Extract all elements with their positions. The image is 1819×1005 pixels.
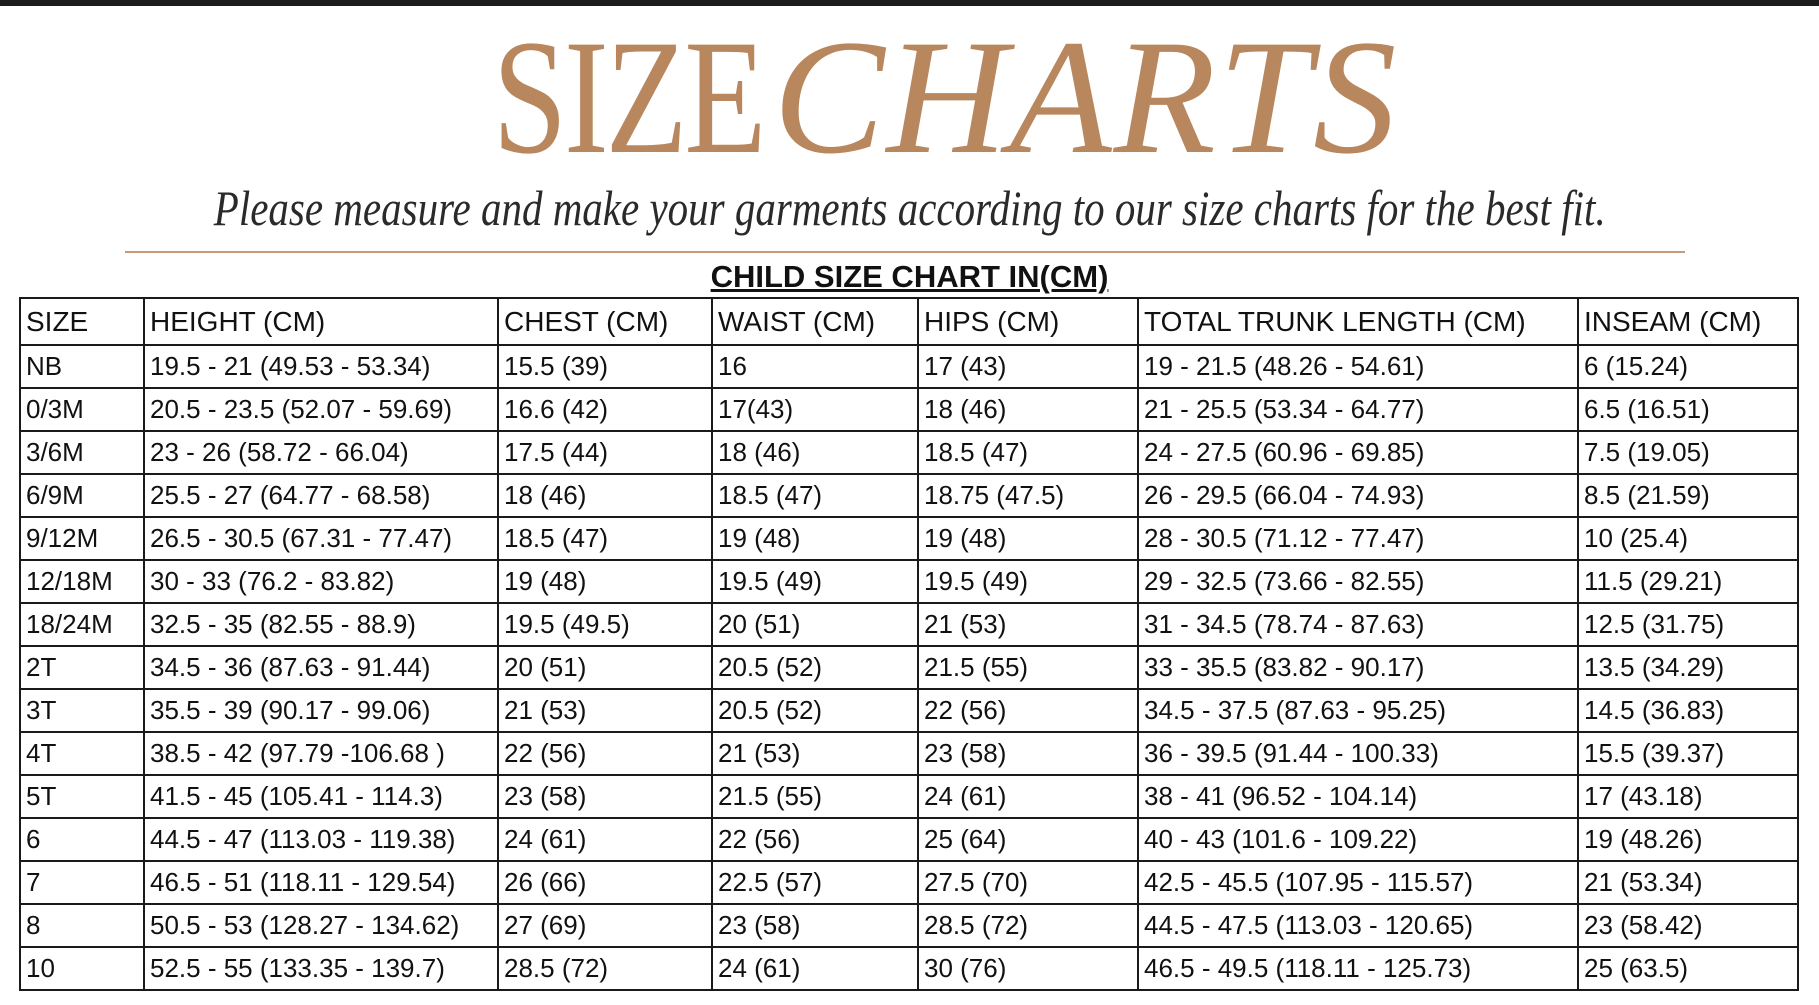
height-cell: 20.5 - 23.5 (52.07 - 59.69) xyxy=(144,388,498,431)
table-row xyxy=(20,560,1798,603)
height-cell: 46.5 - 51 (118.11 - 129.54) xyxy=(144,861,498,904)
inseam-cell: 11.5 (29.21) xyxy=(1578,560,1798,603)
trunk-length-cell: 34.5 - 37.5 (87.63 - 95.25) xyxy=(1138,689,1578,732)
size-cell: 5T xyxy=(20,775,144,818)
size-cell: 18/24M xyxy=(20,603,144,646)
hips-cell: 19.5 (49) xyxy=(918,560,1138,603)
size-chart-table xyxy=(19,297,1799,991)
height-cell: 34.5 - 36 (87.63 - 91.44) xyxy=(144,646,498,689)
page-title xyxy=(0,7,1819,188)
inseam-cell: 25 (63.5) xyxy=(1578,947,1798,990)
height-cell: 26.5 - 30.5 (67.31 - 77.47) xyxy=(144,517,498,560)
hips-cell: 18 (46) xyxy=(918,388,1138,431)
top-border xyxy=(0,0,1819,6)
trunk-length-cell: 36 - 39.5 (91.44 - 100.33) xyxy=(1138,732,1578,775)
hips-cell: 18.75 (47.5) xyxy=(918,474,1138,517)
hips-cell: 24 (61) xyxy=(918,775,1138,818)
height-cell: 30 - 33 (76.2 - 83.82) xyxy=(144,560,498,603)
table-row xyxy=(20,474,1798,517)
size-cell: 7 xyxy=(20,861,144,904)
waist-cell: 21 (53) xyxy=(712,732,918,775)
waist-cell: 22.5 (57) xyxy=(712,861,918,904)
hips-cell: 28.5 (72) xyxy=(918,904,1138,947)
trunk-length-cell: 40 - 43 (101.6 - 109.22) xyxy=(1138,818,1578,861)
size-cell: 3/6M xyxy=(20,431,144,474)
inseam-cell: 8.5 (21.59) xyxy=(1578,474,1798,517)
title-size-word: SIZE xyxy=(492,7,763,188)
title-charts-word: CHARTS xyxy=(772,7,1399,188)
inseam-cell: 15.5 (39.37) xyxy=(1578,732,1798,775)
waist-cell: 24 (61) xyxy=(712,947,918,990)
inseam-cell: 6 (15.24) xyxy=(1578,345,1798,388)
hips-cell: 30 (76) xyxy=(918,947,1138,990)
page-subtitle xyxy=(0,178,1819,238)
size-cell: 12/18M xyxy=(20,560,144,603)
inseam-cell: 19 (48.26) xyxy=(1578,818,1798,861)
inseam-cell: 17 (43.18) xyxy=(1578,775,1798,818)
chest-cell: 19 (48) xyxy=(498,560,712,603)
waist-cell: 16 xyxy=(712,345,918,388)
column-header: HIPS (CM) xyxy=(918,298,1138,345)
size-cell: 8 xyxy=(20,904,144,947)
trunk-length-cell: 19 - 21.5 (48.26 - 54.61) xyxy=(1138,345,1578,388)
height-cell: 25.5 - 27 (64.77 - 68.58) xyxy=(144,474,498,517)
column-header: CHEST (CM) xyxy=(498,298,712,345)
column-header: SIZE xyxy=(20,298,144,345)
table-row xyxy=(20,861,1798,904)
size-cell: 10 xyxy=(20,947,144,990)
chest-cell: 22 (56) xyxy=(498,732,712,775)
hips-cell: 17 (43) xyxy=(918,345,1138,388)
chest-cell: 26 (66) xyxy=(498,861,712,904)
table-row xyxy=(20,431,1798,474)
height-cell: 44.5 - 47 (113.03 - 119.38) xyxy=(144,818,498,861)
column-header: HEIGHT (CM) xyxy=(144,298,498,345)
chest-cell: 18 (46) xyxy=(498,474,712,517)
column-header: TOTAL TRUNK LENGTH (CM) xyxy=(1138,298,1578,345)
hips-cell: 23 (58) xyxy=(918,732,1138,775)
trunk-length-cell: 38 - 41 (96.52 - 104.14) xyxy=(1138,775,1578,818)
trunk-length-cell: 42.5 - 45.5 (107.95 - 115.57) xyxy=(1138,861,1578,904)
size-cell: 9/12M xyxy=(20,517,144,560)
height-cell: 23 - 26 (58.72 - 66.04) xyxy=(144,431,498,474)
chest-cell: 15.5 (39) xyxy=(498,345,712,388)
inseam-cell: 7.5 (19.05) xyxy=(1578,431,1798,474)
size-cell: 2T xyxy=(20,646,144,689)
height-cell: 50.5 - 53 (128.27 - 134.62) xyxy=(144,904,498,947)
hips-cell: 19 (48) xyxy=(918,517,1138,560)
table-header-row xyxy=(20,298,1798,345)
chest-cell: 23 (58) xyxy=(498,775,712,818)
inseam-cell: 10 (25.4) xyxy=(1578,517,1798,560)
height-cell: 52.5 - 55 (133.35 - 139.7) xyxy=(144,947,498,990)
waist-cell: 18 (46) xyxy=(712,431,918,474)
inseam-cell: 6.5 (16.51) xyxy=(1578,388,1798,431)
inseam-cell: 21 (53.34) xyxy=(1578,861,1798,904)
table-row xyxy=(20,345,1798,388)
size-cell: 0/3M xyxy=(20,388,144,431)
size-cell: NB xyxy=(20,345,144,388)
column-header: WAIST (CM) xyxy=(712,298,918,345)
trunk-length-cell: 24 - 27.5 (60.96 - 69.85) xyxy=(1138,431,1578,474)
chest-cell: 24 (61) xyxy=(498,818,712,861)
trunk-length-cell: 46.5 - 49.5 (118.11 - 125.73) xyxy=(1138,947,1578,990)
trunk-length-cell: 31 - 34.5 (78.74 - 87.63) xyxy=(1138,603,1578,646)
trunk-length-cell: 44.5 - 47.5 (113.03 - 120.65) xyxy=(1138,904,1578,947)
waist-cell: 20.5 (52) xyxy=(712,646,918,689)
waist-cell: 20 (51) xyxy=(712,603,918,646)
chart-heading xyxy=(0,259,1819,295)
table-row xyxy=(20,904,1798,947)
inseam-cell: 12.5 (31.75) xyxy=(1578,603,1798,646)
waist-cell: 19 (48) xyxy=(712,517,918,560)
trunk-length-cell: 21 - 25.5 (53.34 - 64.77) xyxy=(1138,388,1578,431)
table-row xyxy=(20,947,1798,990)
trunk-length-cell: 33 - 35.5 (83.82 - 90.17) xyxy=(1138,646,1578,689)
hips-cell: 21 (53) xyxy=(918,603,1138,646)
waist-cell: 20.5 (52) xyxy=(712,689,918,732)
table-row xyxy=(20,818,1798,861)
waist-cell: 21.5 (55) xyxy=(712,775,918,818)
height-cell: 32.5 - 35 (82.55 - 88.9) xyxy=(144,603,498,646)
table-row xyxy=(20,775,1798,818)
chest-cell: 20 (51) xyxy=(498,646,712,689)
subtitle-text: Please measure and make your garments according to our size charts for the best fit. xyxy=(213,180,1606,236)
height-cell: 38.5 - 42 (97.79 -106.68 ) xyxy=(144,732,498,775)
chest-cell: 18.5 (47) xyxy=(498,517,712,560)
waist-cell: 23 (58) xyxy=(712,904,918,947)
trunk-length-cell: 26 - 29.5 (66.04 - 74.93) xyxy=(1138,474,1578,517)
chart-heading-text: CHILD SIZE CHART IN(CM) xyxy=(710,259,1109,294)
size-cell: 6 xyxy=(20,818,144,861)
table-row xyxy=(20,646,1798,689)
hips-cell: 18.5 (47) xyxy=(918,431,1138,474)
height-cell: 35.5 - 39 (90.17 - 99.06) xyxy=(144,689,498,732)
waist-cell: 19.5 (49) xyxy=(712,560,918,603)
size-cell: 4T xyxy=(20,732,144,775)
hips-cell: 25 (64) xyxy=(918,818,1138,861)
table-row xyxy=(20,732,1798,775)
table-row xyxy=(20,603,1798,646)
waist-cell: 18.5 (47) xyxy=(712,474,918,517)
chest-cell: 19.5 (49.5) xyxy=(498,603,712,646)
size-cell: 3T xyxy=(20,689,144,732)
chest-cell: 16.6 (42) xyxy=(498,388,712,431)
inseam-cell: 14.5 (36.83) xyxy=(1578,689,1798,732)
inseam-cell: 23 (58.42) xyxy=(1578,904,1798,947)
table-row xyxy=(20,388,1798,431)
waist-cell: 17(43) xyxy=(712,388,918,431)
chest-cell: 17.5 (44) xyxy=(498,431,712,474)
table-row xyxy=(20,517,1798,560)
inseam-cell: 13.5 (34.29) xyxy=(1578,646,1798,689)
column-header: INSEAM (CM) xyxy=(1578,298,1798,345)
trunk-length-cell: 29 - 32.5 (73.66 - 82.55) xyxy=(1138,560,1578,603)
trunk-length-cell: 28 - 30.5 (71.12 - 77.47) xyxy=(1138,517,1578,560)
hips-cell: 21.5 (55) xyxy=(918,646,1138,689)
chest-cell: 28.5 (72) xyxy=(498,947,712,990)
table-row xyxy=(20,689,1798,732)
height-cell: 19.5 - 21 (49.53 - 53.34) xyxy=(144,345,498,388)
waist-cell: 22 (56) xyxy=(712,818,918,861)
chest-cell: 21 (53) xyxy=(498,689,712,732)
height-cell: 41.5 - 45 (105.41 - 114.3) xyxy=(144,775,498,818)
chest-cell: 27 (69) xyxy=(498,904,712,947)
divider-rule xyxy=(125,251,1685,253)
size-cell: 6/9M xyxy=(20,474,144,517)
hips-cell: 27.5 (70) xyxy=(918,861,1138,904)
hips-cell: 22 (56) xyxy=(918,689,1138,732)
